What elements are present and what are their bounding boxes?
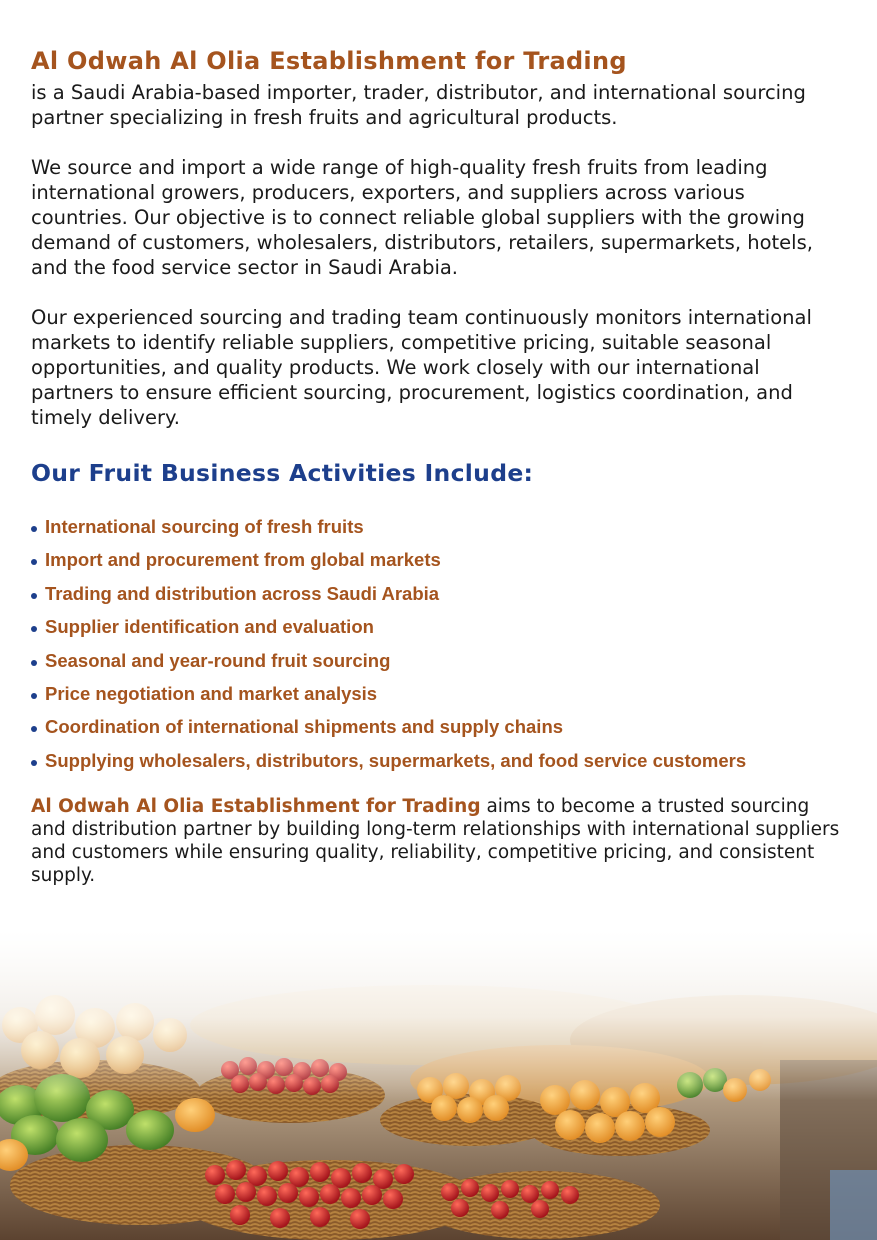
bullet-icon bbox=[31, 660, 37, 666]
activity-item bbox=[31, 644, 841, 677]
activity-item bbox=[31, 610, 841, 643]
activity-item bbox=[31, 577, 841, 610]
activity-item bbox=[31, 510, 841, 543]
activity-item bbox=[31, 543, 841, 576]
bullet-icon bbox=[31, 626, 37, 632]
activities-list bbox=[31, 510, 841, 777]
closing-brand: Al Odwah Al Olia Establishment for Trading bbox=[31, 796, 481, 818]
closing-paragraph bbox=[31, 795, 841, 887]
activity-item bbox=[31, 677, 841, 710]
activity-text: Trading and distribution across Saudi Arabia bbox=[45, 582, 440, 604]
bullet-icon bbox=[31, 526, 37, 532]
activity-text: Supplying wholesalers, distributors, supermarkets, and food service customers bbox=[45, 749, 747, 771]
activity-text: Coordination of international shipments and supply chains bbox=[45, 716, 564, 738]
activity-item bbox=[31, 744, 841, 777]
activity-text: Supplier identification and evaluation bbox=[45, 616, 374, 638]
bullet-icon bbox=[31, 693, 37, 699]
activity-text: Import and procurement from global markets bbox=[45, 549, 441, 571]
activity-item bbox=[31, 710, 841, 743]
fruit-market-image bbox=[0, 930, 877, 1240]
intro-paragraph-3: Our experienced sourcing and trading team continuously monitors international markets to identify reliable suppliers, competitive pricing, suitable seasonal opportunities, and quality products. We work closely with our international partners to ensure efficient sourcing, procurement, logistics coordination, and timely delivery. bbox=[31, 306, 812, 429]
activity-text: International sourcing of fresh fruits bbox=[45, 516, 364, 537]
company-title: Al Odwah Al Olia Establishment for Trading bbox=[31, 47, 627, 75]
bullet-icon bbox=[31, 760, 37, 766]
intro-paragraph-2: We source and import a wide range of high-quality fresh fruits from leading international growers, producers, exporters, and suppliers across various countries. Our objective is to connect reliable global suppliers with the growing demand of customers, wholesalers, distributors, retailers, supermarkets, hotels, and the food service sector in Saudi Arabia. bbox=[31, 156, 813, 279]
activity-text: Price negotiation and market analysis bbox=[45, 683, 378, 705]
bullet-icon bbox=[31, 593, 37, 599]
closing-text: aims to become a trusted sourcing and distribution partner by building long-term relationships with international suppliers and customers while ensuring quality, reliability, competitive pricing, and consistent supply. bbox=[31, 796, 840, 887]
activity-text: Seasonal and year-round fruit sourcing bbox=[45, 649, 391, 671]
content-area bbox=[31, 46, 841, 887]
bullet-icon bbox=[31, 559, 37, 565]
fruit-market-illustration bbox=[0, 930, 877, 1240]
bullet-icon bbox=[31, 726, 37, 732]
intro-paragraph-1: is a Saudi Arabia-based importer, trader, distributor, and international sourcing partner specializing in fresh fruits and agricultural products. bbox=[31, 81, 806, 129]
activities-heading: Our Fruit Business Activities Include: bbox=[31, 459, 534, 487]
